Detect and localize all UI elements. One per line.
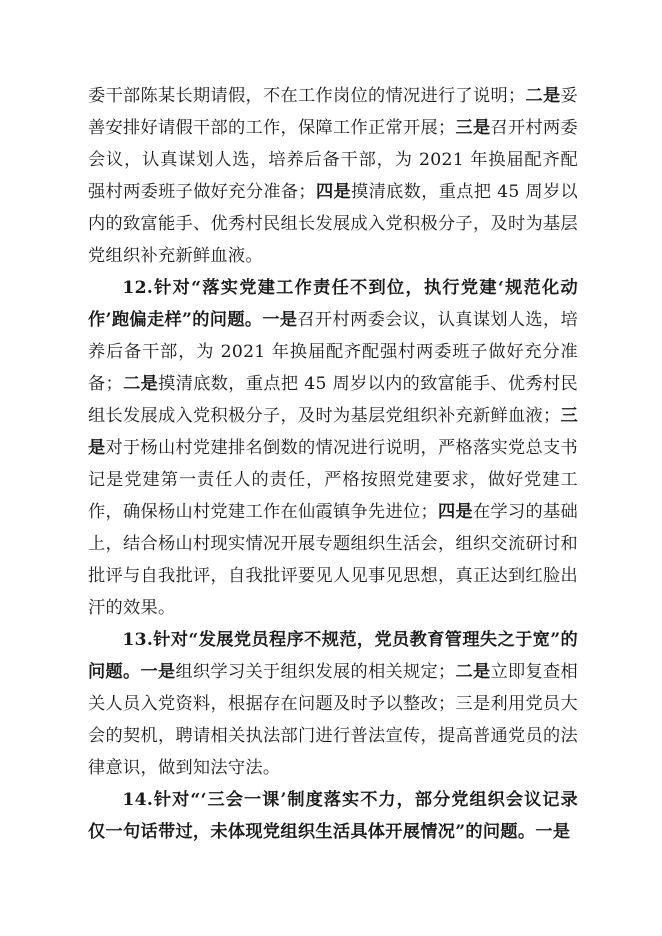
text-run: 委干部陈某长期请假，不在工作岗位的情况进行了说明； bbox=[88, 86, 526, 106]
paragraph-4 bbox=[88, 784, 578, 848]
bold-text-run: 14.针对“‘三会一课’制度落实不力，部分党组织会议记录仅一句话带过，未体现党组织生活具体开展情况”的问题。一是 bbox=[88, 790, 578, 842]
paragraph-3 bbox=[88, 624, 578, 784]
text-run: 对于杨山村党建排名倒数的情况进行说明，严格落实党总支书记是党建第一责任人的责任，严格按照党建要求，做好党建工作，确保杨山村党建工作在仙霞镇争先进位； bbox=[88, 438, 578, 522]
text-run: 立即复查相关人员入党资料，根据存在问题及时予以整改；三是利用党员大会的契机，聘请相关执法部门进行普法宣传，提高普通党员的法律意识，做到知法守法。 bbox=[88, 662, 578, 778]
bold-text-run: 12.针对“落实党建工作责任不到位，执行党建‘规范化动作’跑偏走样”的问题。 bbox=[88, 278, 578, 330]
text-run: 召开村两委会议，认真谋划人选，培养后备干部，为 2021 年换届配齐配强村两委班子做好充分准备； bbox=[88, 118, 578, 202]
paragraph-2 bbox=[88, 272, 578, 624]
document-page bbox=[88, 80, 578, 848]
bold-text-run: 三是 bbox=[88, 406, 578, 458]
bold-text-run: 四是 bbox=[315, 182, 352, 202]
bold-text-run: 四是 bbox=[437, 502, 473, 522]
paragraph-1 bbox=[88, 80, 578, 272]
bold-text-run: 一是 bbox=[140, 662, 176, 682]
bold-text-run: 三是 bbox=[455, 118, 491, 138]
text-run: 妥善安排好请假干部的工作，保障工作正常开展； bbox=[88, 86, 578, 138]
bold-text-run: 13.针对“发展党员程序不规范，党员教育管理失之于宽”的问题。 bbox=[88, 630, 578, 682]
text-run: 在学习的基础上，结合杨山村现实情况开展专题组织生活会，组织交流研讨和批评与自我批评，自我批评要见人见事见思想，真正达到红脸出汗的效果。 bbox=[88, 502, 578, 618]
text-run: 摸清底数，重点把 45 周岁以内的致富能手、优秀村民组长发展成入党积极分子，及时为基层党组织补充新鲜血液； bbox=[88, 374, 578, 426]
bold-text-run: 二是 bbox=[525, 86, 561, 106]
text-run: 摸清底数，重点把 45 周岁以内的致富能手、优秀村民组长发展成入党积极分子，及时为基层党组织补充新鲜血液。 bbox=[88, 182, 578, 266]
bold-text-run: 一是 bbox=[262, 310, 298, 330]
bold-text-run: 二是 bbox=[455, 662, 491, 682]
text-run: 组织学习关于组织发展的相关规定； bbox=[175, 662, 456, 682]
bold-text-run: 二是 bbox=[123, 374, 159, 394]
text-run: 召开村两委会议，认真谋划人选，培养后备干部，为 2021 年换届配齐配强村两委班子做好充分准备； bbox=[88, 310, 578, 394]
